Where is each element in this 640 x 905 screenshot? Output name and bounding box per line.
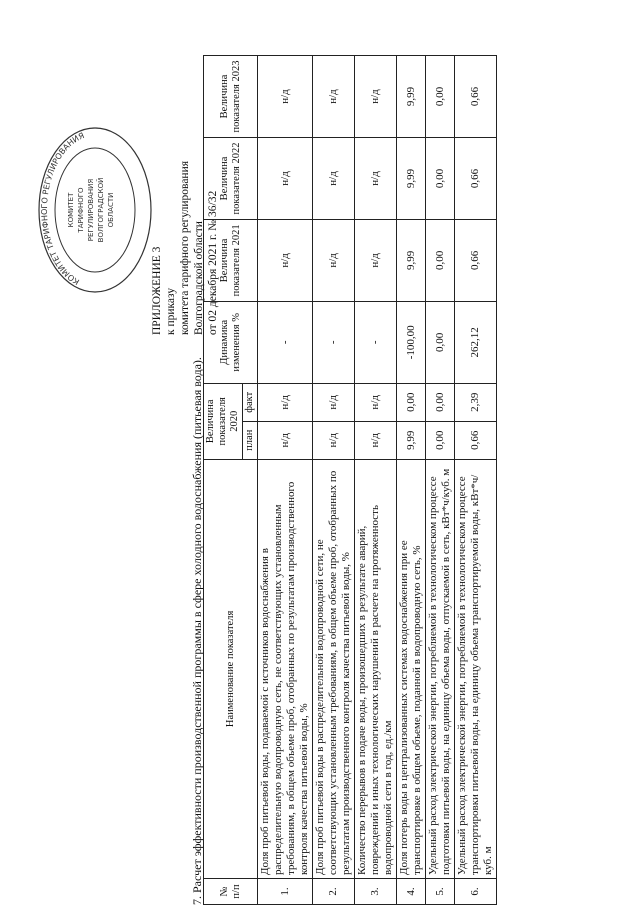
row-2022: 0,00 [426,137,455,219]
row-2021: 0,00 [426,219,455,301]
row-2021: н/д [258,219,313,301]
col-fact-header: факт [243,383,258,421]
svg-text:РЕГУЛИРОВАНИЯ: РЕГУЛИРОВАНИЯ [87,178,95,242]
row-dyn: - [258,301,313,383]
appendix-committee: комитета тарифного регулирования [179,160,191,335]
row-2022: н/д [313,137,355,219]
row-name: Удельный расход электрической энергии, потребляемой в технологическом процессе подготовки питьевой воды, на единицу объема воды, отпускаемой в сеть, кВт*ч/куб. м [426,459,455,878]
row-2023: н/д [313,56,355,138]
row-2022: 0,66 [455,137,497,219]
col-2023-header: Величина показателя 2023 [204,56,258,138]
row-2023: 0,00 [426,56,455,138]
row-2022: н/д [355,137,397,219]
table-header-row [204,56,243,905]
row-2021: н/д [313,219,355,301]
table-row [426,56,455,905]
row-plan: н/д [355,421,397,459]
table-row [455,56,497,905]
col-2021-header: Величина показателя 2021 [204,219,258,301]
table-row [355,56,397,905]
row-dyn: 0,00 [426,301,455,383]
col-num-header: № п/п [204,879,258,905]
svg-text:КОМИТЕТ ТАРИФНОГО РЕГУЛИРОВАНИ: КОМИТЕТ ТАРИФНОГО РЕГУЛИРОВАНИЯ [39,131,86,287]
row-name: Удельный расход электрической энергии, потребляемой в технологическом процессе транспортировки питьевой воды, на единицу объема транспортируемой воды, кВт*ч/куб. м [455,459,497,878]
row-plan: н/д [313,421,355,459]
row-dyn: 262,12 [455,301,497,383]
row-plan: 0,66 [455,421,497,459]
col-dyn-header: Динамика изменения % [204,301,258,383]
row-2023: 0,66 [455,56,497,138]
col-2022-header: Величина показателя 2022 [204,137,258,219]
table-row [313,56,355,905]
row-2023: н/д [355,56,397,138]
row-fact: н/д [258,383,313,421]
row-fact: н/д [313,383,355,421]
row-2021: н/д [355,219,397,301]
row-name: Доля проб питьевой воды в распределительной водопроводной сети, не соответствующих установленным требованиям, в общем объеме проб, отобранных по результатам производственного контроля качества питьевой воды, % [313,459,355,878]
row-2023: 9,99 [397,56,426,138]
row-name: Количество перерывов в подаче воды, произошедших в результате аварий, повреждений и иных технологических нарушений в расчете на протяженность водопроводной сети в год, ед./км [355,459,397,878]
appendix-date: от 02 декабря 2021 г. № 36/32 [207,190,219,335]
row-fact: 0,00 [397,383,426,421]
row-num: 3. [355,879,397,905]
row-name: Доля потерь воды в централизованных системах водоснабжения при ее транспортировке в общем объеме, поданной в водопроводную сеть, % [397,459,426,878]
svg-text:КОМИТЕТ: КОМИТЕТ [67,192,75,228]
col-name-header: Наименование показателя [204,459,258,878]
row-name: Доля проб питьевой воды, подаваемой с источников водоснабжения в распределительную водопроводную сеть, не соответствующих установленным требованиям, в общем объеме проб, отобранных по результатам производственного контроля качества питьевой воды, % [258,459,313,878]
row-2021: 0,66 [455,219,497,301]
row-num: 5. [426,879,455,905]
row-plan: 0,00 [426,421,455,459]
row-dyn: - [355,301,397,383]
row-plan: 9,99 [397,421,426,459]
row-2022: н/д [258,137,313,219]
appendix-number: ПРИЛОЖЕНИЕ 3 [151,246,163,335]
row-2021: 9,99 [397,219,426,301]
row-num: 4. [397,879,426,905]
row-2023: н/д [258,56,313,138]
seal-graphic [35,125,155,295]
efficiency-table [203,55,497,905]
row-2022: 9,99 [397,137,426,219]
col-2020-header: Величина показателя 2020 [204,383,243,459]
svg-text:ВОЛГОГРАДСКОЙ: ВОЛГОГРАДСКОЙ [97,177,105,243]
row-fact: 0,00 [426,383,455,421]
svg-text:ОБЛАСТИ: ОБЛАСТИ [107,192,115,228]
row-dyn: -100,00 [397,301,426,383]
row-num: 6. [455,879,497,905]
section-title: 7. Расчет эффективности производственной программы в сфере холодного водоснабжения (питьевая вода). [190,357,204,905]
table-row [258,56,313,905]
svg-text:ТАРИФНОГО: ТАРИФНОГО [77,187,85,233]
appendix-region: Волгоградской области [193,221,205,335]
row-num: 2. [313,879,355,905]
official-seal [35,125,155,295]
row-plan: н/д [258,421,313,459]
table-row [397,56,426,905]
row-dyn: - [313,301,355,383]
row-num: 1. [258,879,313,905]
row-fact: н/д [355,383,397,421]
row-fact: 2,39 [455,383,497,421]
col-plan-header: план [243,421,258,459]
appendix-order: к приказу [165,287,177,335]
